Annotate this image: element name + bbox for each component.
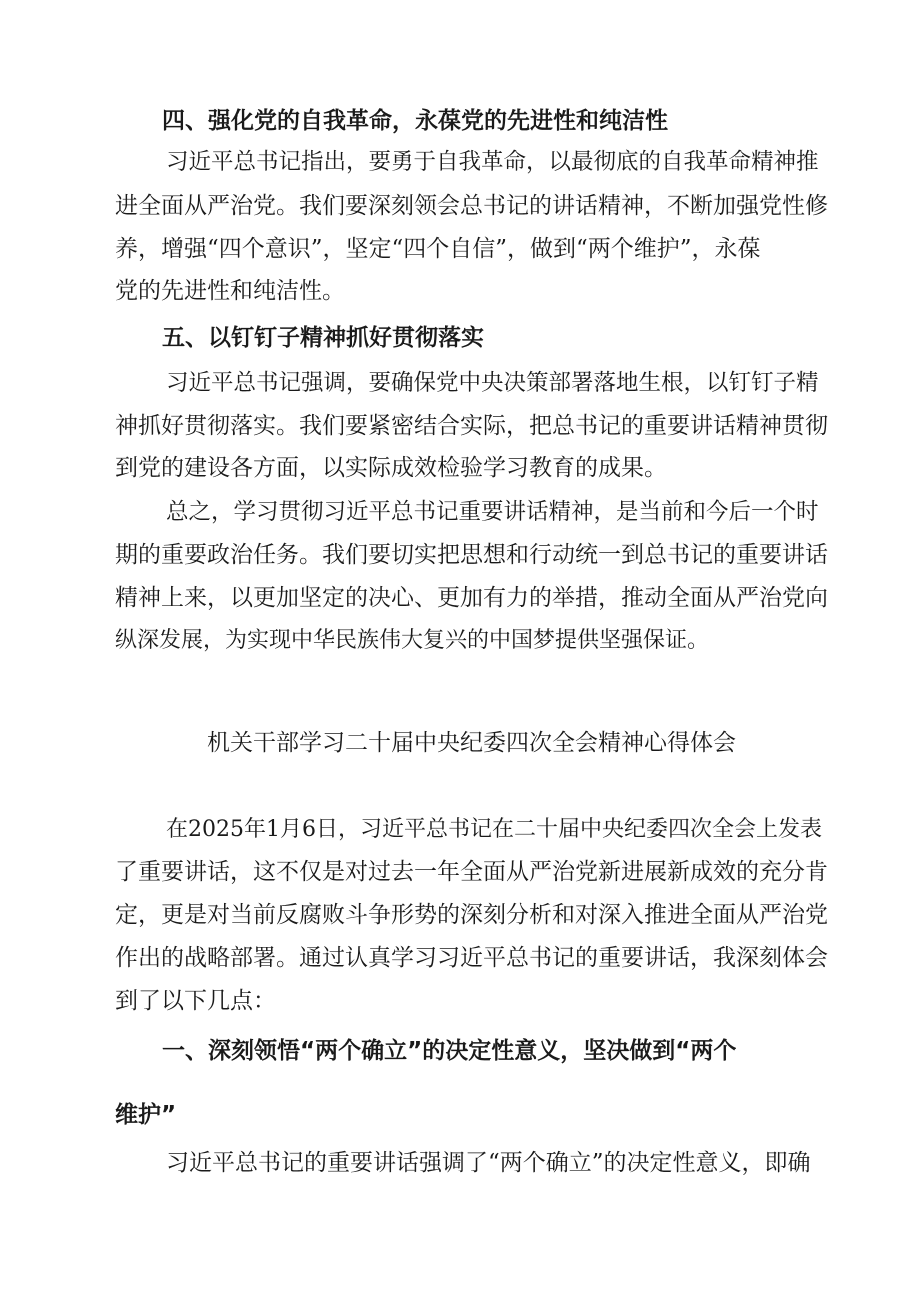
section-heading-4 — [0, 101, 920, 141]
line-text: 习近平总书记的重要讲话强调了“两个确立”的决定性意义，即确 — [166, 1150, 811, 1176]
line-text: 习近平总书记强调，要确保党中央决策部署落地生根，以钉钉子精 — [166, 370, 819, 396]
line-text: 神抓好贯彻落实。我们要紧密结合实际，把总书记的重要讲话精神贯彻 — [115, 413, 828, 439]
line-text: 一、深刻领悟“两个确立”的决定性意义，坚决做到“两个 — [162, 1038, 737, 1064]
paragraph-line — [0, 271, 920, 311]
paragraph-line — [0, 938, 920, 978]
section-heading-1 — [0, 1031, 920, 1071]
line-text: 到党的建设各方面，以实际成效检验学习教育的成果。 — [115, 455, 667, 481]
section-heading-5 — [0, 318, 920, 358]
article-title — [0, 723, 920, 763]
paragraph-line — [0, 448, 920, 488]
line-text: 定，更是对当前反腐败斗争形势的深刻分析和对深入推进全面从严治党 — [115, 902, 828, 928]
line-text: 精神上来，以更加坚定的决心、更加有力的举措，推动全面从严治党向 — [115, 585, 828, 611]
line-text: 期的重要政治任务。我们要切实把思想和行动统一到总书记的重要讲话 — [115, 542, 828, 568]
line-text: 进全面从严治党。我们要深刻领会总书记的讲话精神，不断加强党性修 — [115, 193, 828, 219]
line-text: 习近平总书记指出，要勇于自我革命，以最彻底的自我革命精神推 — [166, 149, 819, 175]
line-text: 党的先进性和纯洁性。 — [115, 278, 345, 304]
line-text: 纵深发展，为实现中华民族伟大复兴的中国梦提供坚强保证。 — [115, 628, 710, 653]
line-text: 养，增强“四个意识”，坚定“四个自信”，做到“两个维护”，永葆 — [115, 236, 761, 262]
paragraph-line — [0, 142, 920, 182]
paragraph-line — [0, 578, 920, 618]
paragraph-line — [0, 186, 920, 226]
paragraph-line — [0, 535, 920, 575]
line-text: 机关干部学习二十届中央纪委四次全会精神心得体会 — [207, 730, 736, 756]
paragraph-line — [0, 363, 920, 403]
line-text: 到了以下几点： — [115, 988, 276, 1014]
paragraph-line — [0, 621, 920, 661]
paragraph-line — [0, 981, 920, 1021]
paragraph-line — [0, 895, 920, 935]
paragraph-line — [0, 810, 920, 850]
line-text: 在2025年1月6日，习近平总书记在二十届中央纪委四次全会上发表 — [166, 817, 822, 842]
paragraph-line — [0, 406, 920, 446]
paragraph-line — [0, 852, 920, 892]
line-text: 总之，学习贯彻习近平总书记重要讲话精神，是当前和今后一个时 — [166, 499, 819, 525]
section-heading-1-continued — [0, 1095, 920, 1135]
line-text: 维护” — [115, 1102, 177, 1128]
paragraph-line — [0, 1143, 920, 1183]
line-text: 五、以钉钉子精神抓好贯彻落实 — [162, 325, 484, 351]
paragraph-line — [0, 229, 920, 269]
line-text: 四、强化党的自我革命，永葆党的先进性和纯洁性 — [162, 108, 668, 134]
paragraph-line — [0, 492, 920, 532]
line-text: 作出的战略部署。通过认真学习习近平总书记的重要讲话，我深刻体会 — [115, 945, 828, 971]
line-text: 了重要讲话，这不仅是对过去一年全面从严治党新进展新成效的充分肯 — [115, 859, 828, 885]
